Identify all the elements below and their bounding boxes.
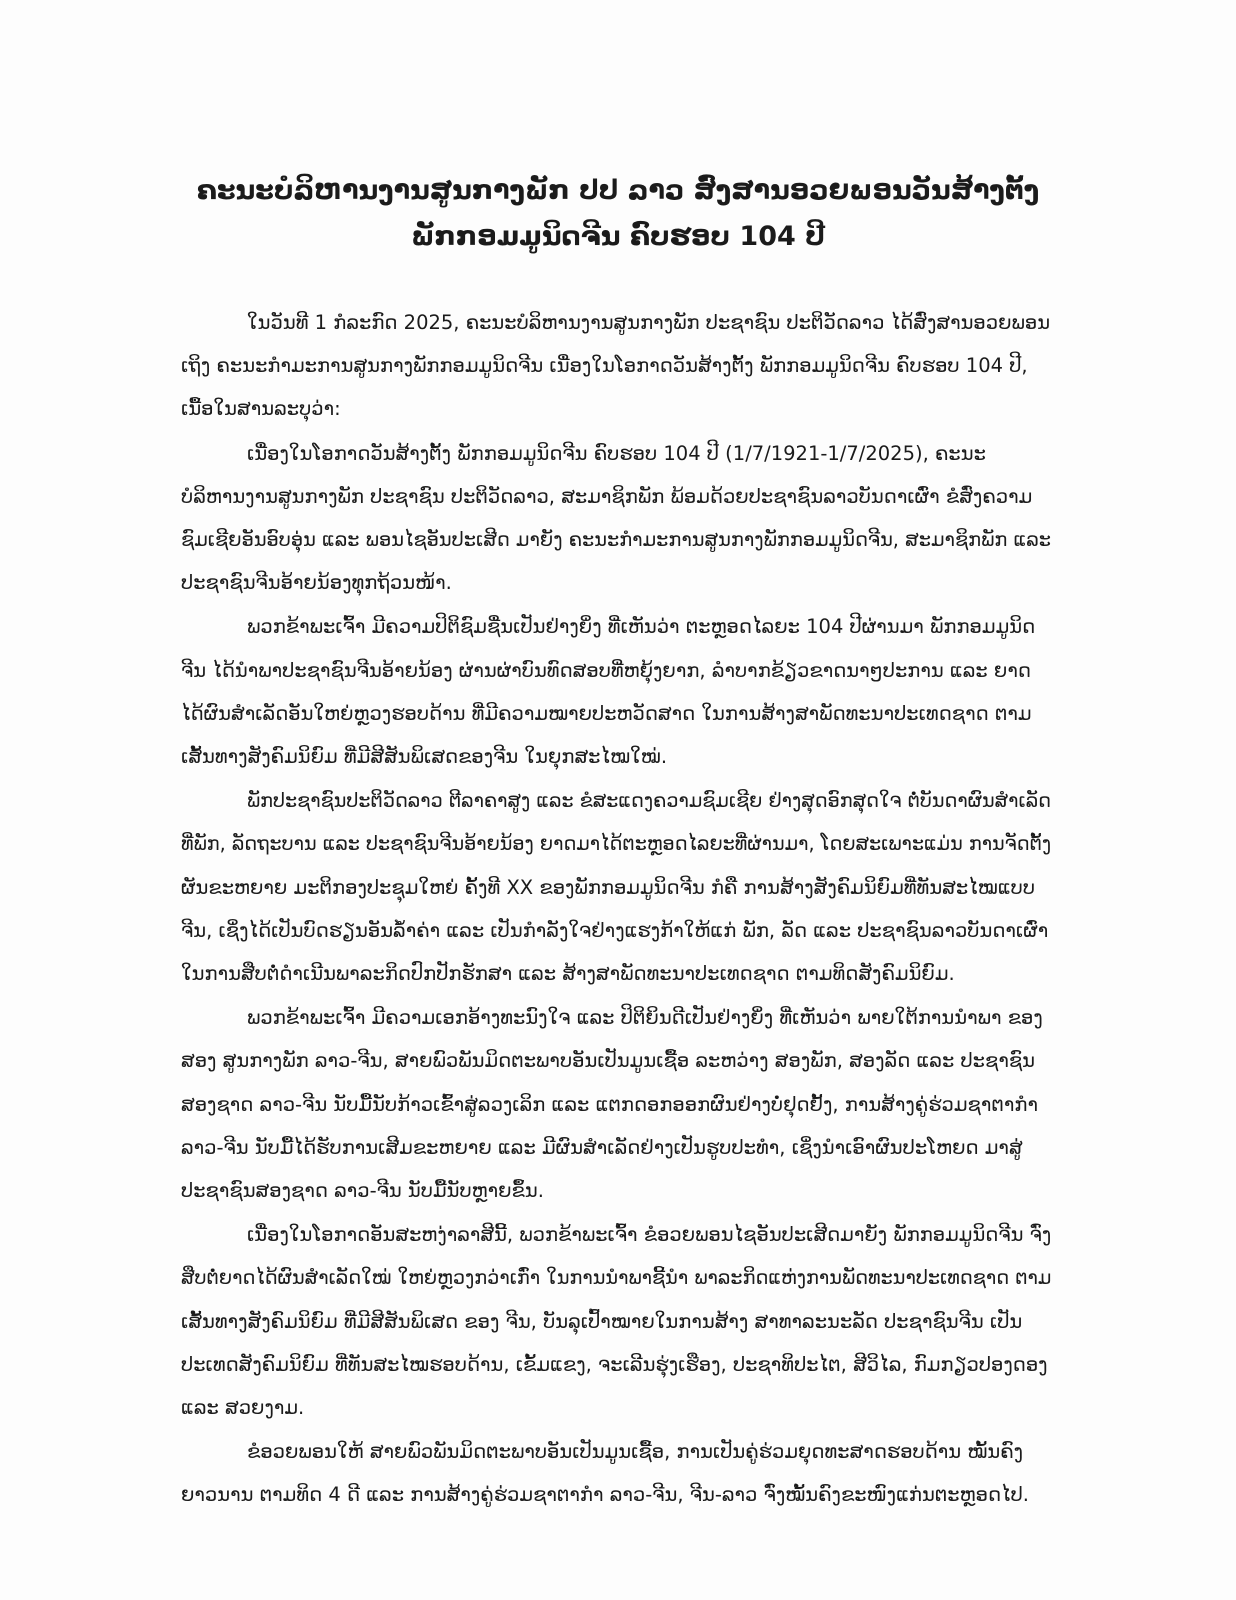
- document-title: [120, 168, 1116, 260]
- paragraph-line: ພວກຂ້າພະເຈົ້າ ມີຄວາມປິຕິຊົມຊື່ນເປັນຢ່າງຍິ່ງ ທີ່ເຫັນວ່າ ຕະຫຼອດໄລຍະ 104 ປີຜ່ານມາ ພັກກອມມູນິດ: [247, 615, 1036, 639]
- paragraph-line: ສອງ ສູນກາງພັກ ລາວ-ຈີນ, ສາຍພົວພັນມິດຕະພາບອັນເປັນມູນເຊື້ອ ລະຫວ່າງ ສອງພັກ, ສອງລັດ ແລະ ປະຊາຊົນ: [181, 1049, 1036, 1073]
- paragraph-line: ລາວ-ຈີນ ນັບມື້ໄດ້ຮັບການເສີມຂະຫຍາຍ ແລະ ມີຜົນສຳເລັດຢ່າງເປັນຮູບປະທຳ, ເຊິ່ງນຳເອົາຜົນປະໂຫຍດ ມາສູ່: [181, 1135, 1023, 1159]
- paragraph-line: ເນື້ອໃນສານລະບຸວ່າ:: [181, 397, 341, 421]
- paragraph-line: ປະຊາຊົນຈີນອ້າຍນ້ອງທຸກຖ້ວນໜ້າ.: [181, 571, 452, 595]
- paragraph-line: ສອງຊາດ ລາວ-ຈີນ ນັບມື້ນັບກ້າວເຂົ້າສູ່ລວງເລິກ ແລະ ແຕກດອກອອກຜົນຢ່າງບໍ່ຢຸດຢັ້ງ, ການສ້າງຄູ່ຮ່ວມຊາຕາກຳ: [181, 1092, 1039, 1116]
- paragraph-line: ຜັນຂະຫຍາຍ ມະຕິກອງປະຊຸມໃຫຍ່ ຄັ້ງທີ XX ຂອງພັກກອມມູນິດຈີນ ກໍຄື ການສ້າງສັງຄົມນິຍົມທີ່ທັນສະໄໝແບບ: [181, 875, 1036, 899]
- paragraph-line: ຈີນ ໄດ້ນຳພາປະຊາຊົນຈີນອ້າຍນ້ອງ ຜ່ານຜ່າບົນທົດສອບທີ່ຫຍຸ້ງຍາກ, ລຳບາກຂ້ຽວຂາດນາໆປະການ ແລະ ຍາດ: [181, 658, 1031, 682]
- paragraph-line: ປະຊາຊົນສອງຊາດ ລາວ-ຈີນ ນັບມື້ນັບຫຼາຍຂຶ້ນ.: [181, 1178, 544, 1202]
- paragraph-line: ເນື່ອງໃນໂອກາດວັນສ້າງຕັ້ງ ພັກກອມມູນິດຈີນ ຄົບຮອບ 104 ປີ (1/7/1921-1/7/2025), ຄະນະ: [247, 441, 986, 465]
- paragraph-line: ຈີນ, ເຊິ່ງໄດ້ເປັນບົດຮຽນອັນລ້ຳຄ່າ ແລະ ເປັນກຳລັງໃຈຢ່າງແຮງກ້າໃຫ້ແກ່ ພັກ, ລັດ ແລະ ປະຊາຊົນລາວບັນດາເຜົ່າ: [181, 918, 1049, 942]
- paragraph-line: ທີ່ພັກ, ລັດຖະບານ ແລະ ປະຊາຊົນຈີນອ້າຍນ້ອງ ຍາດມາໄດ້ຕະຫຼອດໄລຍະທີ່ຜ່ານມາ, ໂດຍສະເພາະແມ່ນ ການຈັດຕັ້ງ: [181, 832, 1052, 856]
- paragraph-line: ຂໍອວຍພອນໃຫ້ ສາຍພົວພັນມິດຕະພາບອັນເປັນມູນເຊື້ອ, ການເປັນຄູ່ຮ່ວມຍຸດທະສາດຮອບດ້ານ ໝັ້ນຄົງ: [247, 1440, 1024, 1464]
- paragraph-line: ເນື່ອງໃນໂອກາດອັນສະຫງ່າລາສີນີ້, ພວກຂ້າພະເຈົ້າ ຂໍອວຍພອນໄຊອັນປະເສີດມາຍັງ ພັກກອມມູນິດຈີນ ຈົ່ງ: [247, 1223, 1052, 1247]
- paragraph-line: ປະເທດສັງຄົມນິຍົມ ທີ່ທັນສະໄໝຮອບດ້ານ, ເຂັ້ມແຂງ, ຈະເລີນຮຸ່ງເຮືອງ, ປະຊາທິປະໄຕ, ສີວິໄລ, ກົມກຽວປອງດອງ: [181, 1352, 1048, 1376]
- paragraph-line: ພັກປະຊາຊົນປະຕິວັດລາວ ຕີລາຄາສູງ ແລະ ຂໍສະແດງຄວາມຊົມເຊີຍ ຢ່າງສຸດອົກສຸດໃຈ ຕໍ່ບັນດາຜົນສຳເລັດ: [247, 789, 1052, 813]
- paragraph-line: ສືບຕໍ່ຍາດໄດ້ຜົນສຳເລັດໃໝ່ ໃຫຍ່ຫຼວງກວ່າເກົ່າ ໃນການນຳພາຊີ້ນຳ ພາລະກິດແຫ່ງການພັດທະນາປະເທດຊາດ ຕາມ: [181, 1266, 1052, 1290]
- paragraph-line: ໃນການສືບຕໍ່ດຳເນີນພາລະກິດປົກປັກຮັກສາ ແລະ ສ້າງສາພັດທະນາປະເທດຊາດ ຕາມທິດສັງຄົມນິຍົມ.: [181, 961, 955, 985]
- title-line-1: ຄະນະບໍລິຫານງານສູນກາງພັກ ປປ ລາວ ສົ່ງສານອວຍພອນວັນສ້າງຕັ້ງ: [196, 175, 1040, 206]
- paragraph-line: ເສັ້ນທາງສັງຄົມນິຍົມ ທີ່ມີສີສັນພິເສດຂອງຈີນ ໃນຍຸກສະໄໝໃໝ່.: [181, 744, 668, 768]
- paragraph-line: ເຖິງ ຄະນະກຳມະການສູນກາງພັກກອມມູນິດຈີນ ເນື່ອງໃນໂອກາດວັນສ້າງຕັ້ງ ພັກກອມມູນິດຈີນ ຄົບຮອບ 104 ປີ,: [181, 354, 1028, 378]
- title-line-2: ພັກກອມມູນິດຈີນ ຄົບຮອບ 104 ປີ: [411, 221, 825, 252]
- paragraph-line: ເສັ້ນທາງສັງຄົມນິຍົມ ທີ່ມີສີສັນພິເສດ ຂອງ ຈີນ, ບັນລຸເປົ້າໝາຍໃນການສ້າງ ສາທາລະນະລັດ ປະຊາຊົນຈີນ ເປັນ: [181, 1309, 1023, 1333]
- paragraph-line: ແລະ ສວຍງາມ.: [181, 1395, 305, 1419]
- paragraph-line: ບໍລິຫານງານສູນກາງພັກ ປະຊາຊົນ ປະຕິວັດລາວ, ສະມາຊິກພັກ ພ້ອມດ້ວຍປະຊາຊົນລາວບັນດາເຜົ່າ ຂໍສົ່ງຄວາມ: [181, 484, 1033, 508]
- paragraph-line: ພວກຂ້າພະເຈົ້າ ມີຄວາມເອກອ້າງທະນົງໃຈ ແລະ ປິຕິຍິນດີເປັນຢ່າງຍິ່ງ ທີ່ເຫັນວ່າ ພາຍໃຕ້ການນຳພາ ຂອງ: [247, 1006, 1043, 1030]
- paragraph-line: ຊົມເຊີຍອັນອົບອຸ່ນ ແລະ ພອນໄຊອັນປະເສີດ ມາຍັງ ຄະນະກຳມະການສູນກາງພັກກອມມູນິດຈີນ, ສະມາຊິກພັກ ແລະ: [181, 527, 1052, 551]
- paragraph-line: ຍາວນານ ຕາມທິດ 4 ດີ ແລະ ການສ້າງຄູ່ຮ່ວມຊາຕາກຳ ລາວ-ຈີນ, ຈີນ-ລາວ ຈົ່ງໝັ້ນຄົງຂະໜົງແກ່ນຕະຫຼອດໄປ.: [181, 1483, 1029, 1507]
- paragraph-line: ໄດ້ຜົນສຳເລັດອັນໃຫຍ່ຫຼວງຮອບດ້ານ ທີ່ມີຄວາມໝາຍປະຫວັດສາດ ໃນການສ້າງສາພັດທະນາປະເທດຊາດ ຕາມ: [181, 701, 1032, 725]
- paragraph-line: ໃນວັນທີ 1 ກໍລະກົດ 2025, ຄະນະບໍລິຫານງານສູນກາງພັກ ປະຊາຊົນ ປະຕິວັດລາວ ໄດ້ສົ່ງສານອວຍພອນ: [247, 311, 1051, 334]
